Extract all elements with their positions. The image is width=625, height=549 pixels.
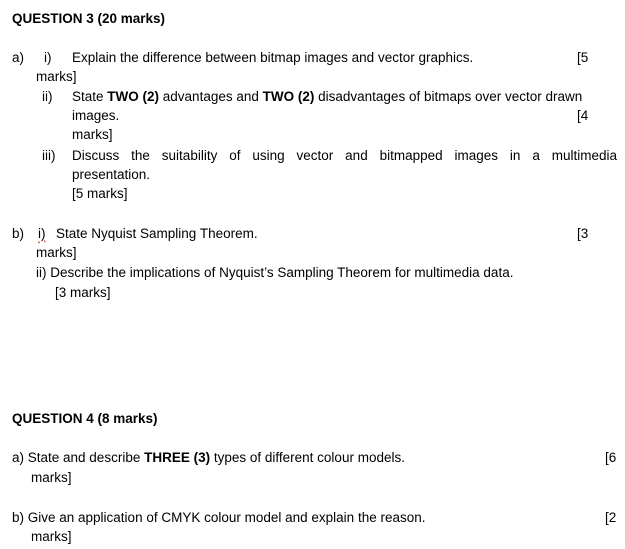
q3a-ii-mid: advantages and [159, 89, 263, 104]
q3a-ii-marks-open: [4 [577, 108, 589, 123]
q3b-ii-marks: [3 marks] [55, 285, 111, 300]
part-b-letter: b) [12, 226, 25, 241]
q4a-post: types of different colour models. [210, 450, 405, 465]
q3a-ii-bold-2: TWO (2) [262, 89, 315, 104]
q3a-ii-marks-close: marks] [72, 127, 113, 142]
q3b-ii-text: ii) Describe the implications of Nyquist’s Sampling Theorem for multimedia data. [36, 265, 514, 280]
question-4-heading: QUESTION 4 (8 marks) [12, 411, 158, 426]
q4b-text: b) Give an application of CMYK colour model and explain the reason. [12, 510, 426, 525]
q3b-i-marks-close: marks] [36, 245, 77, 260]
question-3-heading: QUESTION 3 (20 marks) [12, 11, 166, 26]
q3a-ii-pre: State [72, 89, 108, 104]
q3b-i-number [38, 224, 46, 243]
q3b-i-marks-open: [3 [577, 226, 589, 241]
q4a-line1 [12, 448, 405, 467]
q4a-pre: a) State and describe [12, 450, 145, 465]
q4a-marks-close: marks] [31, 470, 72, 485]
q3a-iii-number: iii) [42, 148, 56, 163]
q3a-i-marks-open: [5 [577, 50, 589, 65]
q3a-iii-line1: Discuss the suitability of using vector and bitmapped images in a multimedia [72, 148, 617, 163]
q3b-i-text: State Nyquist Sampling Theorem. [56, 226, 258, 241]
q4b-marks-open: [2 [605, 510, 617, 525]
q4b-marks-close: marks] [31, 529, 72, 544]
q3a-ii-line2: images. [72, 108, 120, 123]
q3a-i-marks-close: marks] [36, 69, 77, 84]
q3a-iii-marks: [5 marks] [72, 186, 128, 201]
q4a-marks-open: [6 [605, 450, 617, 465]
q4a-bold: THREE (3) [144, 450, 211, 465]
q3a-iii-line2: presentation. [72, 167, 151, 182]
q3a-ii-number: ii) [42, 89, 53, 104]
q3a-ii-bold-1: TWO (2) [107, 89, 160, 104]
q3a-ii-post: disadvantages of bitmaps over vector drawn [314, 89, 583, 104]
q3b-i-number-text: i) [38, 226, 46, 241]
q3a-i-text: Explain the difference between bitmap images and vector graphics. [72, 50, 474, 65]
q3a-i-number: i) [44, 50, 52, 65]
part-a-letter: a) [12, 50, 25, 65]
q3a-ii-line1 [72, 87, 617, 106]
